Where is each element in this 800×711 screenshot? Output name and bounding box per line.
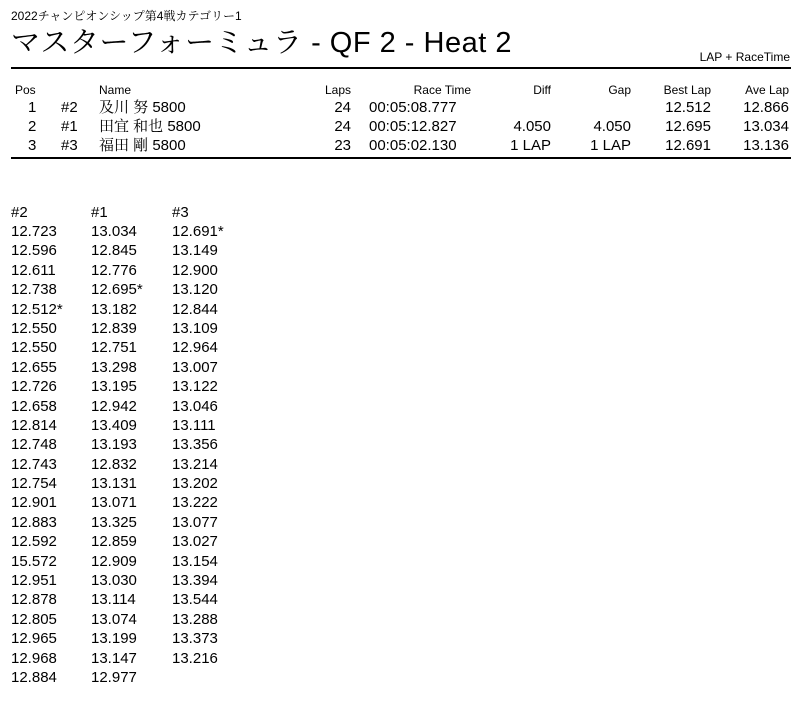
lap-time-cell: 13.373 bbox=[172, 630, 218, 648]
lap-time-cell: 12.814 bbox=[11, 416, 57, 434]
lap-time-cell: 12.550 bbox=[11, 319, 57, 337]
lap-time-cell: 12.839 bbox=[91, 319, 137, 337]
lap-time-cell: 12.658 bbox=[11, 397, 57, 415]
col-race-time-header: Race Time bbox=[413, 83, 471, 97]
lap-time-cell: 12.751 bbox=[91, 339, 137, 357]
col-ave-lap-header: Ave Lap bbox=[745, 83, 789, 97]
lap-col-header: #3 bbox=[172, 204, 189, 221]
lap-time-cell: 12.512* bbox=[11, 300, 63, 318]
lap-time-cell: 13.222 bbox=[172, 494, 218, 512]
result-ave-lap: 13.136 bbox=[743, 137, 789, 154]
result-number: #2 bbox=[61, 99, 78, 116]
event-subtitle: 2022チャンピオンシップ第4戦カテゴリー1 bbox=[11, 9, 242, 23]
col-laps-header: Laps bbox=[324, 83, 351, 97]
lap-time-cell: 12.964 bbox=[172, 339, 218, 357]
lap-time-cell: 13.214 bbox=[172, 455, 218, 473]
result-laps: 23 bbox=[334, 137, 351, 154]
lap-time-cell: 12.951 bbox=[11, 572, 57, 590]
lap-time-cell: 12.844 bbox=[172, 300, 218, 318]
lap-col-header: #2 bbox=[11, 204, 28, 221]
lap-time-cell: 12.942 bbox=[91, 397, 137, 415]
lap-time-cell: 12.754 bbox=[11, 475, 57, 493]
header-divider bbox=[11, 67, 791, 69]
result-pos: 2 bbox=[28, 118, 37, 135]
lap-time-cell: 12.550 bbox=[11, 339, 57, 357]
result-laps: 24 bbox=[334, 118, 351, 135]
lap-time-cell: 12.748 bbox=[11, 436, 57, 454]
lap-time-cell: 12.883 bbox=[11, 513, 57, 531]
lap-time-cell: 12.776 bbox=[91, 261, 137, 279]
lap-time-cell: 13.120 bbox=[172, 281, 218, 299]
result-diff: 1 LAP bbox=[510, 137, 551, 154]
lap-time-cell: 13.154 bbox=[172, 552, 218, 570]
lap-time-cell: 12.743 bbox=[11, 455, 57, 473]
col-name-header: Name bbox=[99, 83, 132, 97]
result-name: 及川 努 5800 bbox=[99, 99, 186, 116]
lap-time-cell: 13.409 bbox=[91, 416, 137, 434]
lap-time-cell: 13.034 bbox=[91, 223, 137, 240]
lap-time-cell: 12.884 bbox=[11, 668, 57, 686]
lap-time-cell: 13.356 bbox=[172, 436, 218, 454]
result-ave-lap: 12.866 bbox=[743, 99, 789, 116]
lap-time-cell: 12.805 bbox=[11, 610, 57, 628]
lap-time-cell: 13.071 bbox=[91, 494, 137, 512]
page-title: マスターフォーミュラ - QF 2 - Heat 2 bbox=[11, 27, 512, 59]
report-mode-label: LAP + RaceTime bbox=[699, 50, 790, 64]
result-row bbox=[11, 136, 791, 155]
col-gap-header: Gap bbox=[608, 83, 631, 97]
results-table bbox=[11, 82, 791, 155]
lap-time-cell: 12.596 bbox=[11, 242, 57, 260]
lap-time-cell: 13.288 bbox=[172, 610, 218, 628]
result-laps: 24 bbox=[334, 99, 351, 116]
lap-time-cell: 12.968 bbox=[11, 649, 57, 667]
lap-time-cell: 13.544 bbox=[172, 591, 218, 609]
lap-time-cell: 12.977 bbox=[91, 668, 137, 686]
lap-time-cell: 13.195 bbox=[91, 378, 137, 396]
lap-time-cell: 13.325 bbox=[91, 513, 137, 531]
result-number: #1 bbox=[61, 118, 78, 135]
lap-time-cell: 13.114 bbox=[91, 591, 136, 609]
lap-time-cell: 12.592 bbox=[11, 533, 57, 551]
col-pos-header: Pos bbox=[15, 83, 36, 97]
result-row bbox=[11, 117, 791, 136]
lap-time-cell: 12.845 bbox=[91, 242, 137, 260]
lap-time-cell: 13.131 bbox=[91, 475, 137, 493]
result-race-time: 00:05:02.130 bbox=[369, 137, 457, 154]
results-divider bbox=[11, 157, 791, 159]
result-diff: 4.050 bbox=[513, 118, 551, 135]
results-header-row bbox=[11, 82, 791, 98]
col-diff-header: Diff bbox=[533, 83, 551, 97]
result-gap: 1 LAP bbox=[590, 137, 631, 154]
result-row bbox=[11, 98, 791, 117]
lap-time-cell: 13.193 bbox=[91, 436, 137, 454]
lap-time-cell: 12.909 bbox=[91, 552, 137, 570]
lap-time-cell: 12.611 bbox=[11, 261, 56, 279]
lap-time-cell: 13.216 bbox=[172, 649, 218, 667]
lap-time-cell: 13.030 bbox=[91, 572, 137, 590]
lap-time-cell: 12.723 bbox=[11, 223, 57, 240]
lap-time-cell: 12.878 bbox=[11, 591, 57, 609]
lap-time-cell: 13.298 bbox=[91, 358, 137, 376]
lap-time-cell: 13.147 bbox=[91, 649, 137, 667]
result-race-time: 00:05:12.827 bbox=[369, 118, 457, 135]
result-race-time: 00:05:08.777 bbox=[369, 99, 457, 116]
lap-time-cell: 13.199 bbox=[91, 630, 137, 648]
lap-time-cell: 13.182 bbox=[91, 300, 137, 318]
lap-time-cell: 13.077 bbox=[172, 513, 218, 531]
lap-time-cell: 13.027 bbox=[172, 533, 218, 551]
lap-time-cell: 13.007 bbox=[172, 358, 218, 376]
lap-time-cell: 13.149 bbox=[172, 242, 218, 260]
result-name: 福田 剛 5800 bbox=[99, 137, 186, 154]
lap-time-cell: 13.111 bbox=[172, 416, 216, 434]
result-best-lap: 12.691 bbox=[665, 137, 711, 154]
lap-col-header: #1 bbox=[91, 204, 108, 221]
lap-time-cell: 12.832 bbox=[91, 455, 137, 473]
lap-time-cell: 15.572 bbox=[11, 552, 57, 570]
lap-time-cell: 12.695* bbox=[91, 281, 143, 299]
result-ave-lap: 13.034 bbox=[743, 118, 789, 135]
result-pos: 3 bbox=[28, 137, 37, 154]
lap-time-cell: 13.394 bbox=[172, 572, 218, 590]
lap-time-cell: 12.901 bbox=[11, 494, 57, 512]
lap-time-cell: 12.655 bbox=[11, 358, 57, 376]
lap-time-cell: 12.726 bbox=[11, 378, 57, 396]
lap-time-cell: 13.122 bbox=[172, 378, 218, 396]
lap-time-cell: 13.074 bbox=[91, 610, 137, 628]
lap-time-cell: 12.691* bbox=[172, 223, 224, 240]
col-best-lap-header: Best Lap bbox=[663, 83, 711, 97]
result-gap: 4.050 bbox=[593, 118, 631, 135]
lap-time-cell: 12.900 bbox=[172, 261, 218, 279]
result-best-lap: 12.695 bbox=[665, 118, 711, 135]
lap-time-cell: 12.965 bbox=[11, 630, 57, 648]
lap-time-cell: 13.202 bbox=[172, 475, 218, 493]
result-number: #3 bbox=[61, 137, 78, 154]
result-name: 田宜 和也 5800 bbox=[99, 118, 201, 135]
lap-time-cell: 12.738 bbox=[11, 281, 57, 299]
result-pos: 1 bbox=[28, 99, 37, 116]
lap-time-cell: 12.859 bbox=[91, 533, 137, 551]
lap-time-cell: 13.046 bbox=[172, 397, 218, 415]
result-best-lap: 12.512 bbox=[665, 99, 711, 116]
lap-time-cell: 13.109 bbox=[172, 319, 218, 337]
